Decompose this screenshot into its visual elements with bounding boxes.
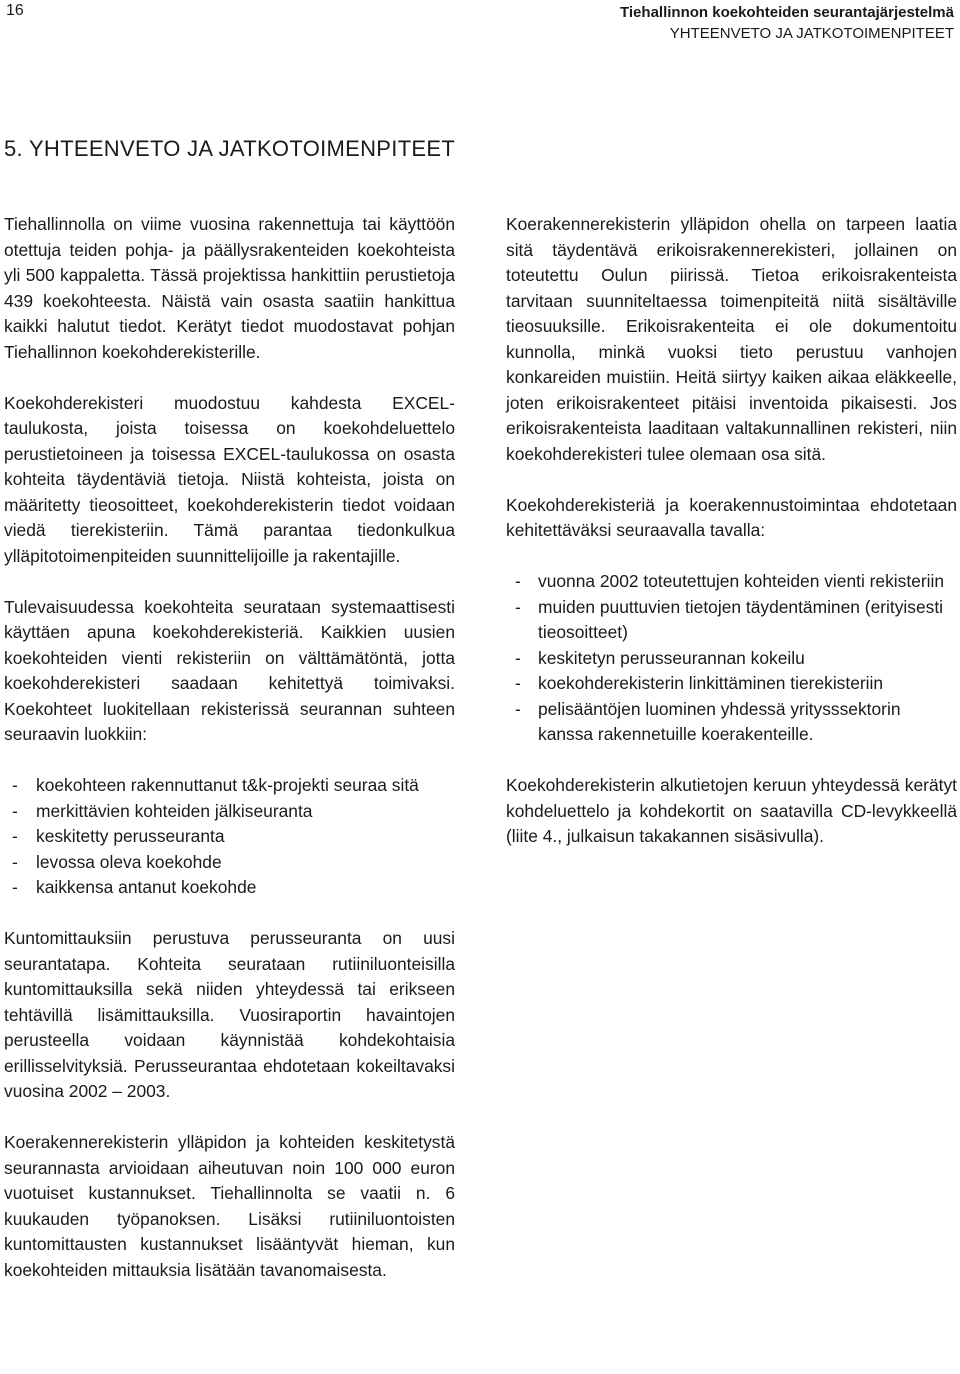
paragraph: Tulevaisuudessa koekohteita seurataan systemaattisesti käyttäen apuna koekohderekisteriä. Kaikkien uusien koekohteiden vienti rekisteriin on välttämätöntä, jotta koekohderekisteri saadaan kehitettyä toimivaksi. Koekohteet luokitellaan rekisterissä seurannan suhteen seuraavin luokkiin: bbox=[4, 596, 455, 744]
list-item: - muiden puuttuvien tietojen täydentäminen (erityisesti tieosoitteet) bbox=[506, 595, 957, 646]
list-item: - merkittävien kohteiden jälkiseuranta bbox=[4, 799, 455, 825]
list-item: - kaikkensa antanut koekohde bbox=[4, 875, 455, 901]
paragraph: Koerakennerekisterin ylläpidon ohella on tarpeen laatia sitä täydentävä erikoisrakennerekisteri, jollainen on toteutettu Oulun piirissä. Tietoa erikoisrakenteista tarvitaan suunniteltaessa toimenpiteitä niitä sisältäville tieosuuksille. Erikoisrakenteita ei ole dokumentoitu kunnolla, minkä vuoksi tieto perustuu vanhojen konkareiden muistiin. Heitä siirtyy kaiken aikaa eläkkeelle, joten erikoisrakenteet pitäisi inventoida pikaisesti. Jos erikoisrakenteista laaditaan valtakunnallinen rekisteri, niin koekohderekisteri tulee olemaan osa sitä. bbox=[506, 214, 957, 464]
left-column bbox=[4, 212, 455, 1283]
category-list bbox=[4, 773, 455, 901]
running-head bbox=[620, 2, 954, 44]
right-column bbox=[506, 212, 957, 850]
development-list bbox=[506, 569, 957, 748]
list-item: - keskitetty perusseuranta bbox=[4, 824, 455, 850]
list-item: - koekohteen rakennuttanut t&k-projekti seuraa sitä bbox=[4, 773, 455, 799]
page-number: 16 bbox=[6, 2, 24, 19]
running-head-subtitle: YHTEENVETO JA JATKOTOIMENPITEET bbox=[669, 25, 954, 42]
running-head-title: Tiehallinnon koekohteiden seurantajärjestelmä bbox=[620, 4, 954, 21]
paragraph: Koekohderekisteriä ja koerakennustoimintaa ehdotetaan kehitettäväksi seuraavalla tavalla: bbox=[506, 494, 957, 540]
paragraph: Kuntomittauksiin perustuva perusseuranta on uusi seurantatapa. Kohteita seurataan rutiiniluonteisilla kuntomittauksilla sekä niiden yhteydessä tai erikseen tehtävillä lisämittauksilla. Vuosiraportin havaintojen perusteella voidaan käynnistää kohdekohtaisia erillisselvityksiä. Perusseurantaa ehdotetaan kokeiltavaksi vuosina 2002 – 2003. bbox=[4, 928, 455, 1101]
paragraph: Koekohderekisterin alkutietojen keruun yhteydessä kerätyt kohdeluettelo ja kohdekortit on saatavilla CD-levykkeellä (liite 4., julkaisun takakannen sisäsivulla). bbox=[506, 775, 957, 846]
paragraph: Koekohderekisteri muodostuu kahdesta EXCEL-taulukosta, joista toisessa on koekohdeluettelo perustietoineen ja toisessa EXCEL-taulukossa on osasta kohteita täydentäviä tietoja. Niistä kohteista, joista on määritetty tieosoitteet, koekohderekisterin tiedot voidaan viedä tierekisteriin. Tämä parantaa tiedonkulkua ylläpitotoimenpiteiden suunnittelijoille ja rakentajille. bbox=[4, 392, 455, 566]
list-item: - vuonna 2002 toteutettujen kohteiden vienti rekisteriin bbox=[506, 569, 957, 595]
paragraph: Koerakennerekisterin ylläpidon ja kohteiden keskitetystä seurannasta arvioidaan aiheutuvan noin 100 000 euron vuotuiset kustannukset. Tiehallinnolta se vaatii n. 6 kuukauden työpanoksen. Lisäksi rutiiniluontoisten kuntomittausten kustannukset lisääntyvät hieman, kun koekohteiden mittauksia lisätään tavanomaisesta. bbox=[4, 1132, 455, 1280]
section-title: 5. YHTEENVETO JA JATKOTOIMENPITEET bbox=[4, 136, 456, 161]
list-item: - keskitetyn perusseurannan kokeilu bbox=[506, 646, 957, 672]
list-item: - koekohderekisterin linkittäminen tierekisteriin bbox=[506, 671, 957, 697]
list-item: - levossa oleva koekohde bbox=[4, 850, 455, 876]
list-item: - pelisääntöjen luominen yhdessä yritysssektorin kanssa rakennetuille koerakenteille. bbox=[506, 697, 957, 748]
paragraph: Tiehallinnolla on viime vuosina rakennettuja tai käyttöön otettuja teiden pohja- ja päällysrakenteiden koekohteista yli 500 kappaletta. Tässä projektissa hankittiin perustietoja 439 koekohteesta. Näistä vain osasta saatiin hankittua kaikki halutut tiedot. Kerätyt tiedot muodostavat pohjan Tiehallinnon koekohderekisterille. bbox=[4, 214, 455, 362]
